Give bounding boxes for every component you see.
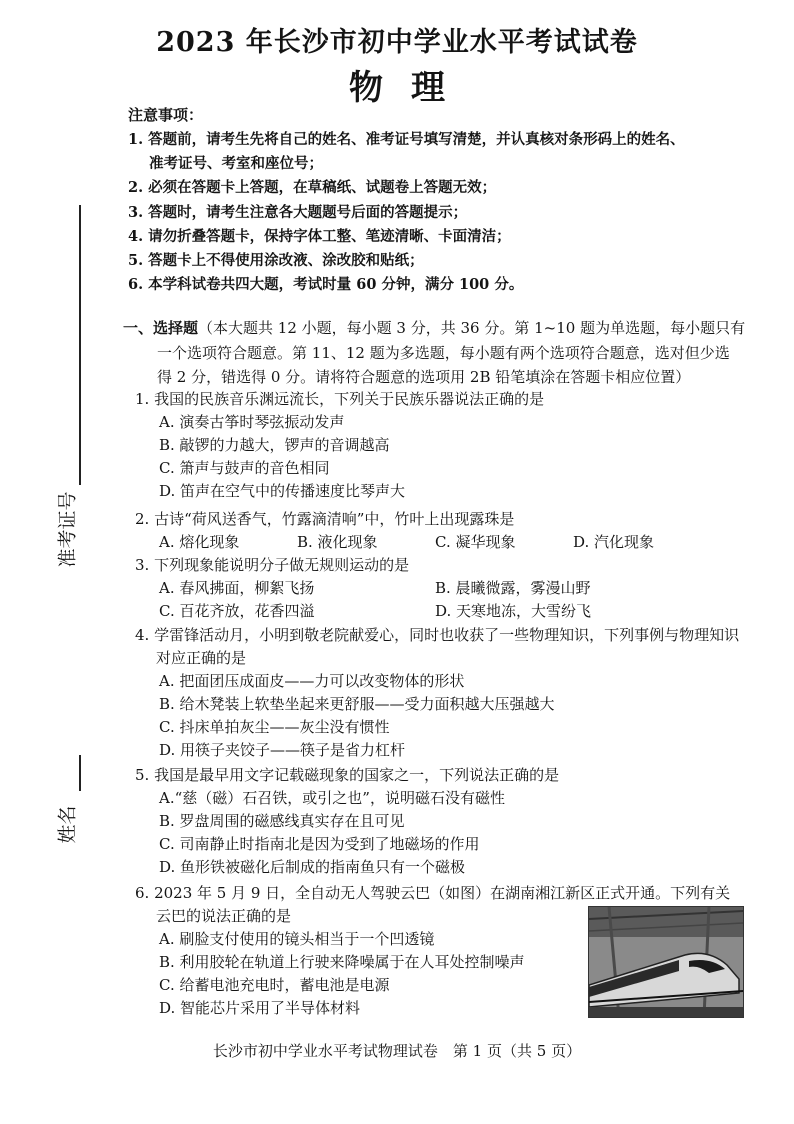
option-c: C. 抖床单拍灰尘——灰尘没有惯性 (159, 718, 390, 736)
note-item: 5. 答题卡上不得使用涂改液、涂改胶和贴纸； (128, 252, 424, 270)
option-a: A. 刷脸支付使用的镜头相当于一个凹透镜 (159, 930, 435, 948)
name-label: 姓名 (56, 805, 79, 844)
option-b: B. 利用胶轮在轨道上行驶来降噪属于在人耳处控制噪声 (159, 953, 525, 971)
question-stem: 4. 学雷锋活动月，小明到敬老院献爱心，同时也收获了一些物理知识，下列事例与物理知识 (135, 626, 740, 644)
option-a: A. 演奏古筝时琴弦振动发声 (159, 413, 345, 431)
option-c: C. 给蓄电池充电时，蓄电池是电源 (159, 976, 390, 994)
option-d: D. 鱼形铁被磁化后制成的指南鱼只有一个磁极 (159, 858, 466, 876)
section-instructions (123, 316, 763, 390)
question-stem: 3. 下列现象能说明分子做无规则运动的是 (135, 556, 410, 574)
question-stem: 对应正确的是 (156, 649, 247, 667)
option-c: C. 箫声与鼓声的音色相同 (159, 459, 330, 477)
option-d: D. 智能芯片采用了半导体材料 (159, 999, 361, 1017)
option-b: B. 晨曦微露，雾漫山野 (435, 579, 591, 597)
notes-heading: 注意事项： (128, 106, 204, 124)
option-c: C. 司南静止时指南北是因为受到了地磁场的作用 (159, 835, 480, 853)
name-blank-line (79, 755, 81, 791)
section-line: 得 2 分，错选得 0 分。请将符合题意的选项用 2B 铅笔填涂在答题卡相应位置） (157, 368, 691, 386)
note-item: 3. 答题时，请考生注意各大题题号后面的答题提示； (128, 203, 468, 221)
option-c: C. 凝华现象 (435, 533, 516, 551)
note-item: 2. 必须在答题卡上答题，在草稿纸、试题卷上答题无效； (128, 179, 497, 197)
question-stem: 6. 2023 年 5 月 9 日，全自动无人驾驶云巴（如图）在湖南湘江新区正式开通。下列有关 (135, 884, 731, 902)
option-a: A. 把面团压成面皮——力可以改变物体的形状 (159, 672, 465, 690)
option-a: A.“慈（磁）石召铁，或引之也”，说明磁石没有磁性 (159, 789, 505, 807)
question-stem: 云巴的说法正确的是 (156, 907, 292, 925)
option-d: D. 笛声在空气中的传播速度比琴声大 (159, 482, 406, 500)
section-line: 一个选项符合题意。第 11、12 题为多选题，每小题有两个选项符合题意，选对但少选 (157, 343, 730, 362)
option-d: D. 天寒地冻，大雪纷飞 (435, 602, 592, 620)
cloud-rail-train-photo (588, 906, 744, 1018)
exam-title: 2023 年长沙市初中学业水平考试试卷 (156, 27, 638, 58)
exam-id-blank-line (79, 205, 81, 485)
option-c: C. 百花齐放，花香四溢 (159, 602, 315, 620)
notes-list (128, 128, 768, 297)
question-2 (135, 508, 765, 554)
option-b: B. 敲锣的力越大，锣声的音调越高 (159, 436, 390, 454)
page-footer: 长沙市初中学业水平考试物理试卷 第 1 页（共 5 页） (212, 1042, 582, 1060)
note-item: 1. 答题前，请考生先将自己的姓名、准考证号填写清楚，并认真核对条形码上的姓名、 (128, 131, 685, 148)
exam-id-label: 准考证号 (56, 491, 79, 568)
question-stem: 5. 我国是最早用文字记载磁现象的国家之一，下列说法正确的是 (135, 766, 560, 784)
question-stem: 1. 我国的民族音乐渊远流长，下列关于民族乐器说法正确的是 (135, 390, 545, 408)
question-3 (135, 554, 765, 623)
section-label: 一、选择题 (123, 319, 199, 337)
note-item: 4. 请勿折叠答题卡，保持字体工整、笔迹清晰、卡面清洁； (128, 227, 511, 245)
question-stem: 2. 古诗“荷风送香气，竹露滴清响”中，竹叶上出现露珠是 (135, 510, 515, 528)
note-item: 6. 本学科试卷共四大题，考试时量 60 分钟，满分 100 分。 (128, 276, 524, 294)
option-b: B. 液化现象 (297, 533, 378, 551)
note-item: 准考证号、考室和座位号； (149, 155, 323, 173)
option-d: D. 汽化现象 (573, 533, 655, 551)
subject-title: 物理 (349, 68, 473, 108)
section-line: （本大题共 12 小题，每小题 3 分，共 36 分。第 1~10 题为单选题，每小题只有 (198, 319, 746, 337)
option-b: B. 罗盘周围的磁感线真实存在且可见 (159, 812, 405, 830)
question-1 (135, 388, 765, 503)
train-illustration (589, 907, 743, 1017)
option-a: A. 春风拂面，柳絮飞扬 (159, 579, 315, 597)
question-5 (135, 764, 765, 879)
option-a: A. 熔化现象 (159, 533, 240, 551)
option-b: B. 给木凳装上软垫坐起来更舒服——受力面积越大压强越大 (159, 695, 555, 713)
option-d: D. 用筷子夹饺子——筷子是省力杠杆 (159, 741, 406, 759)
question-4 (135, 624, 765, 762)
